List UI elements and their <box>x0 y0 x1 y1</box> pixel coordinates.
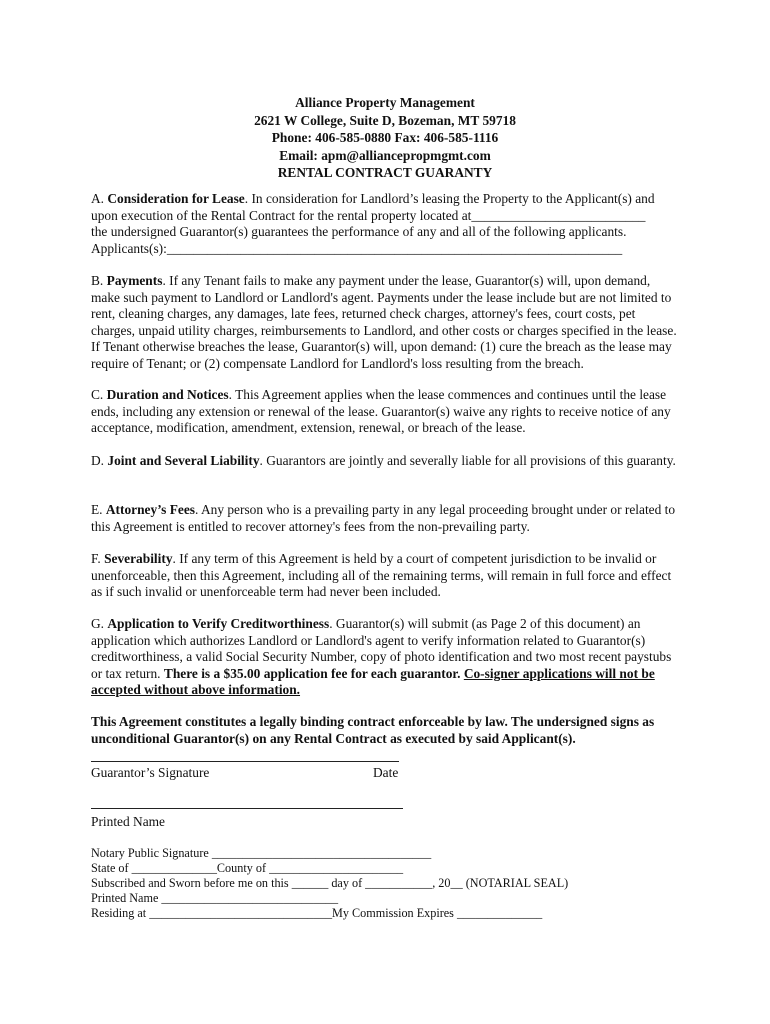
company-email: Email: apm@alliancepropmgmt.com <box>279 147 491 163</box>
section-a-line3: the undersigned Guarantor(s) guarantees the performance of any and all of the following applicants. <box>91 224 627 239</box>
section-d <box>91 453 681 470</box>
section-f <box>91 551 681 601</box>
section-a-line4: Applicants(s): <box>91 240 167 256</box>
letterhead <box>0 94 770 182</box>
section-g-heading: Application to Verify Creditworthiness <box>107 616 330 631</box>
section-c-heading: Duration and Notices <box>106 387 229 402</box>
section-a-prefix: A. <box>91 191 108 206</box>
company-address: 2621 W College, Suite D, Bozeman, MT 59718 <box>254 112 516 128</box>
section-e-heading: Attorney’s Fees <box>105 502 195 517</box>
section-g <box>91 616 681 699</box>
guarantor-signature-line[interactable] <box>91 761 399 762</box>
applicants-field[interactable]: ____________________________________________________________________ <box>166 240 623 256</box>
section-f-heading: Severability <box>104 551 173 566</box>
printed-name-label: Printed Name <box>91 814 166 829</box>
section-f-body: . If any term of this Agreement is held by a court of competent jurisdiction to be invalid or unenforceable, then this Agreement, including all of the remaining terms, will remain in full force and effect as if such invalid or unenforceable term had never been included. <box>91 551 672 599</box>
document-title: RENTAL CONTRACT GUARANTY <box>277 165 493 180</box>
printed-name-line[interactable] <box>91 808 403 809</box>
notary-residing-line[interactable]: Residing at ______________________________My Commission Expires ______________ <box>91 906 543 920</box>
section-b <box>91 273 681 372</box>
section-c <box>91 387 681 437</box>
section-e-prefix: E. <box>91 502 106 517</box>
agreement-statement: This Agreement constitutes a legally binding contract enforceable by law. The undersigned signs as unconditional Guarantor(s) on any Rental Contract as executed by said Applicant(s). <box>91 714 655 746</box>
company-name: Alliance Property Management <box>295 95 475 110</box>
section-c-prefix: C. <box>91 387 107 402</box>
notary-printed-name-line[interactable]: Printed Name _____________________________ <box>91 891 339 905</box>
section-e <box>91 502 681 535</box>
notary-state-county-line[interactable]: State of ______________County of ______________________ <box>91 861 404 875</box>
section-b-prefix: B. <box>91 273 107 288</box>
notary-sworn-line[interactable]: Subscribed and Sworn before me on this ______ day of ___________, 20__ (NOTARIAL SEAL) <box>91 876 569 890</box>
notary-signature-line[interactable]: Notary Public Signature ____________________________________ <box>91 846 432 860</box>
section-a-line2: upon execution of the Rental Contract for the rental property located at <box>91 207 472 223</box>
fee-notice: There is a $35.00 application fee for each guarantor. <box>163 665 461 681</box>
section-e-body: . Any person who is a prevailing party in any legal proceeding brought under or related to this Agreement is entitled to recover attorney's fees from the non-prevailing party. <box>91 502 676 534</box>
date-label: Date <box>373 765 399 780</box>
section-d-prefix: D. <box>91 453 108 468</box>
section-d-body: . Guarantors are jointly and severally liable for all provisions of this guaranty. <box>259 453 676 468</box>
section-b-body: . If any Tenant fails to make any payment under the lease, Guarantor(s) will, upon demand, make such payment to Landlord or Landlord's agent. Payments under the lease include but are not limited to rent, cleaning charges, any damages, late fees, returned check charges, attorney's fees, court costs, pet charges, unpaid utility charges, reimbursements to Landlord, and other costs or charges specified in the lease. If Tenant otherwise breaches the lease, Guarantor(s) will, upon demand: (1) cure the breach as the lease may require of Tenant; or (2) compensate Landlord for Landlord's loss resulting from the breach. <box>91 273 677 371</box>
section-g-prefix: G. <box>91 616 108 631</box>
section-a <box>91 191 691 257</box>
property-address-field[interactable]: __________________________ <box>471 207 646 223</box>
cosigner-notice: Co-signer applications will not be accepted without above information. <box>91 665 655 697</box>
section-a-line1: . In consideration for Landlord’s leasing the Property to the Applicant(s) and <box>244 191 655 206</box>
section-d-heading: Joint and Several Liability <box>107 453 260 468</box>
company-phone-fax: Phone: 406-585-0880 Fax: 406-585-1116 <box>271 130 499 145</box>
section-a-heading: Consideration for Lease <box>107 191 245 206</box>
section-c-body: . This Agreement applies when the lease commences and continues until the lease ends, including any extension or renewal of the lease. Guarantor(s) waive any rights to receive notice of any acceptance, modification, amendment, extension, renewal, or breach of the lease. <box>91 387 671 435</box>
section-g-body: . Guarantor(s) will submit (as Page 2 of this document) an application which authorizes Landlord or Landlord's agent to verify information related to Guarantor(s) creditworthiness, a valid Social Security Number, copy of photo identification and two most recent paystubs or tax return. <box>91 616 672 681</box>
section-f-prefix: F. <box>91 551 105 566</box>
guarantor-signature-label: Guarantor’s Signature <box>91 765 210 780</box>
section-b-heading: Payments <box>106 273 163 288</box>
